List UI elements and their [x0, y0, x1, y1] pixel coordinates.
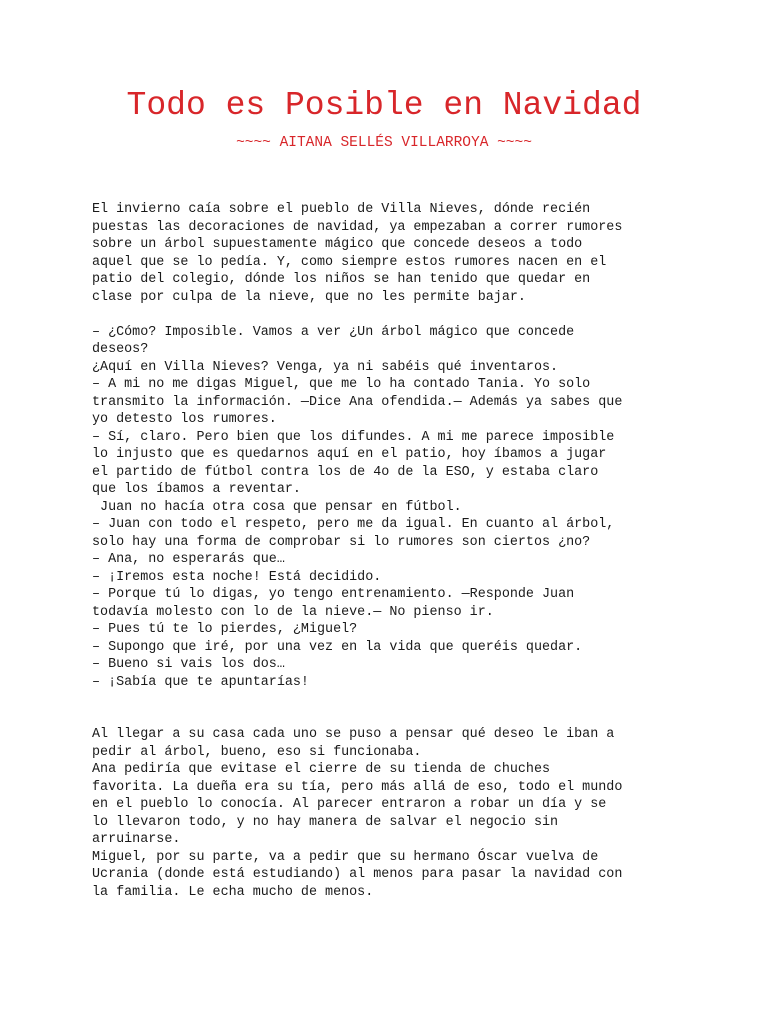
- text-line: aquel que se lo pedía. Y, como siempre estos rumores nacen en el: [92, 254, 607, 270]
- text-line: – ¡Sabía que te apuntarías!: [92, 674, 309, 690]
- text-line: deseos?: [92, 342, 149, 357]
- paragraph-spacer: [92, 306, 692, 324]
- text-line: yo detesto los rumores.: [92, 412, 277, 427]
- text-line: – A mi no me digas Miguel, que me lo ha contado Tania. Yo solo: [92, 377, 591, 392]
- text-line: – Pues tú te lo pierdes, ¿Miguel?: [92, 622, 358, 637]
- text-line: lo llevaron todo, y no hay manera de salvar el negocio sin: [92, 814, 559, 830]
- paragraph-spacer: [92, 709, 692, 727]
- text-line: solo hay una forma de comprobar si lo rumores son ciertos ¿no?: [92, 534, 591, 550]
- text-line: lo injusto que es quedarnos aquí en el patio, hoy íbamos a jugar: [92, 447, 607, 462]
- paragraph-wishes: [92, 726, 692, 901]
- text-line: Miguel, por su parte, va a pedir que su hermano Óscar vuelva de: [92, 849, 599, 865]
- document-author: ~~~~ AITANA SELLÉS VILLARROYA ~~~~: [236, 135, 532, 151]
- text-line: – Bueno si vais los dos…: [92, 657, 285, 672]
- text-line: – Supongo que iré, por una vez en la vida que queréis quedar.: [92, 639, 583, 655]
- text-line: arruinarse.: [92, 832, 181, 847]
- text-line: Ucrania (donde está estudiando) al menos para pasar la navidad con: [92, 867, 623, 882]
- text-line: la familia. Le echa mucho de menos.: [92, 884, 374, 900]
- document-body: [92, 201, 692, 901]
- text-line: transmito la información. —Dice Ana ofendida.— Además ya sabes que: [92, 394, 623, 410]
- text-line: – ¿Cómo? Imposible. Vamos a ver ¿Un árbol mágico que concede: [92, 324, 575, 340]
- text-line: clase por culpa de la nieve, que no les permite bajar.: [92, 289, 526, 305]
- text-line: El invierno caía sobre el pueblo de Villa Nieves, dónde recién: [92, 202, 591, 217]
- paragraph-spacer: [92, 691, 692, 709]
- text-line: – ¡Iremos esta noche! Está decidido.: [92, 569, 382, 585]
- text-line: sobre un árbol supuestamente mágico que concede deseos a todo: [92, 237, 583, 252]
- text-line: – Ana, no esperarás que…: [92, 552, 285, 567]
- text-line: pedir al árbol, bueno, eso si funcionaba.: [92, 744, 422, 760]
- text-line: – Sí, claro. Pero bien que los difundes. A mi me parece imposible: [92, 429, 615, 445]
- text-line: Juan no hacía otra cosa que pensar en fútbol.: [92, 499, 462, 515]
- text-line: ¿Aquí en Villa Nieves? Venga, ya ni sabéis qué inventaros.: [92, 359, 559, 375]
- text-line: Al llegar a su casa cada uno se puso a pensar qué deseo le iban a: [92, 727, 615, 742]
- text-line: en el pueblo lo conocía. Al parecer entraron a robar un día y se: [92, 797, 607, 812]
- text-line: favorita. La dueña era su tía, pero más allá de eso, todo el mundo: [92, 779, 623, 795]
- text-line: patio del colegio, dónde los niños se han tenido que quedar en: [92, 272, 591, 287]
- text-line: que los íbamos a reventar.: [92, 482, 301, 497]
- text-line: puestas las decoraciones de navidad, ya empezaban a correr rumores: [92, 219, 623, 235]
- paragraph-intro: [92, 201, 692, 306]
- text-line: – Porque tú lo digas, yo tengo entrenamiento. —Responde Juan: [92, 587, 575, 602]
- paragraph-dialogue: [92, 324, 692, 692]
- text-line: todavía molesto con lo de la nieve.— No pienso ir.: [92, 604, 494, 620]
- text-line: – Juan con todo el respeto, pero me da igual. En cuanto al árbol,: [92, 517, 615, 532]
- text-line: el partido de fútbol contra los de 4o de la ESO, y estaba claro: [92, 464, 599, 480]
- text-line: Ana pediría que evitase el cierre de su tienda de chuches: [92, 762, 551, 777]
- document-title: Todo es Posible en Navidad: [126, 87, 642, 124]
